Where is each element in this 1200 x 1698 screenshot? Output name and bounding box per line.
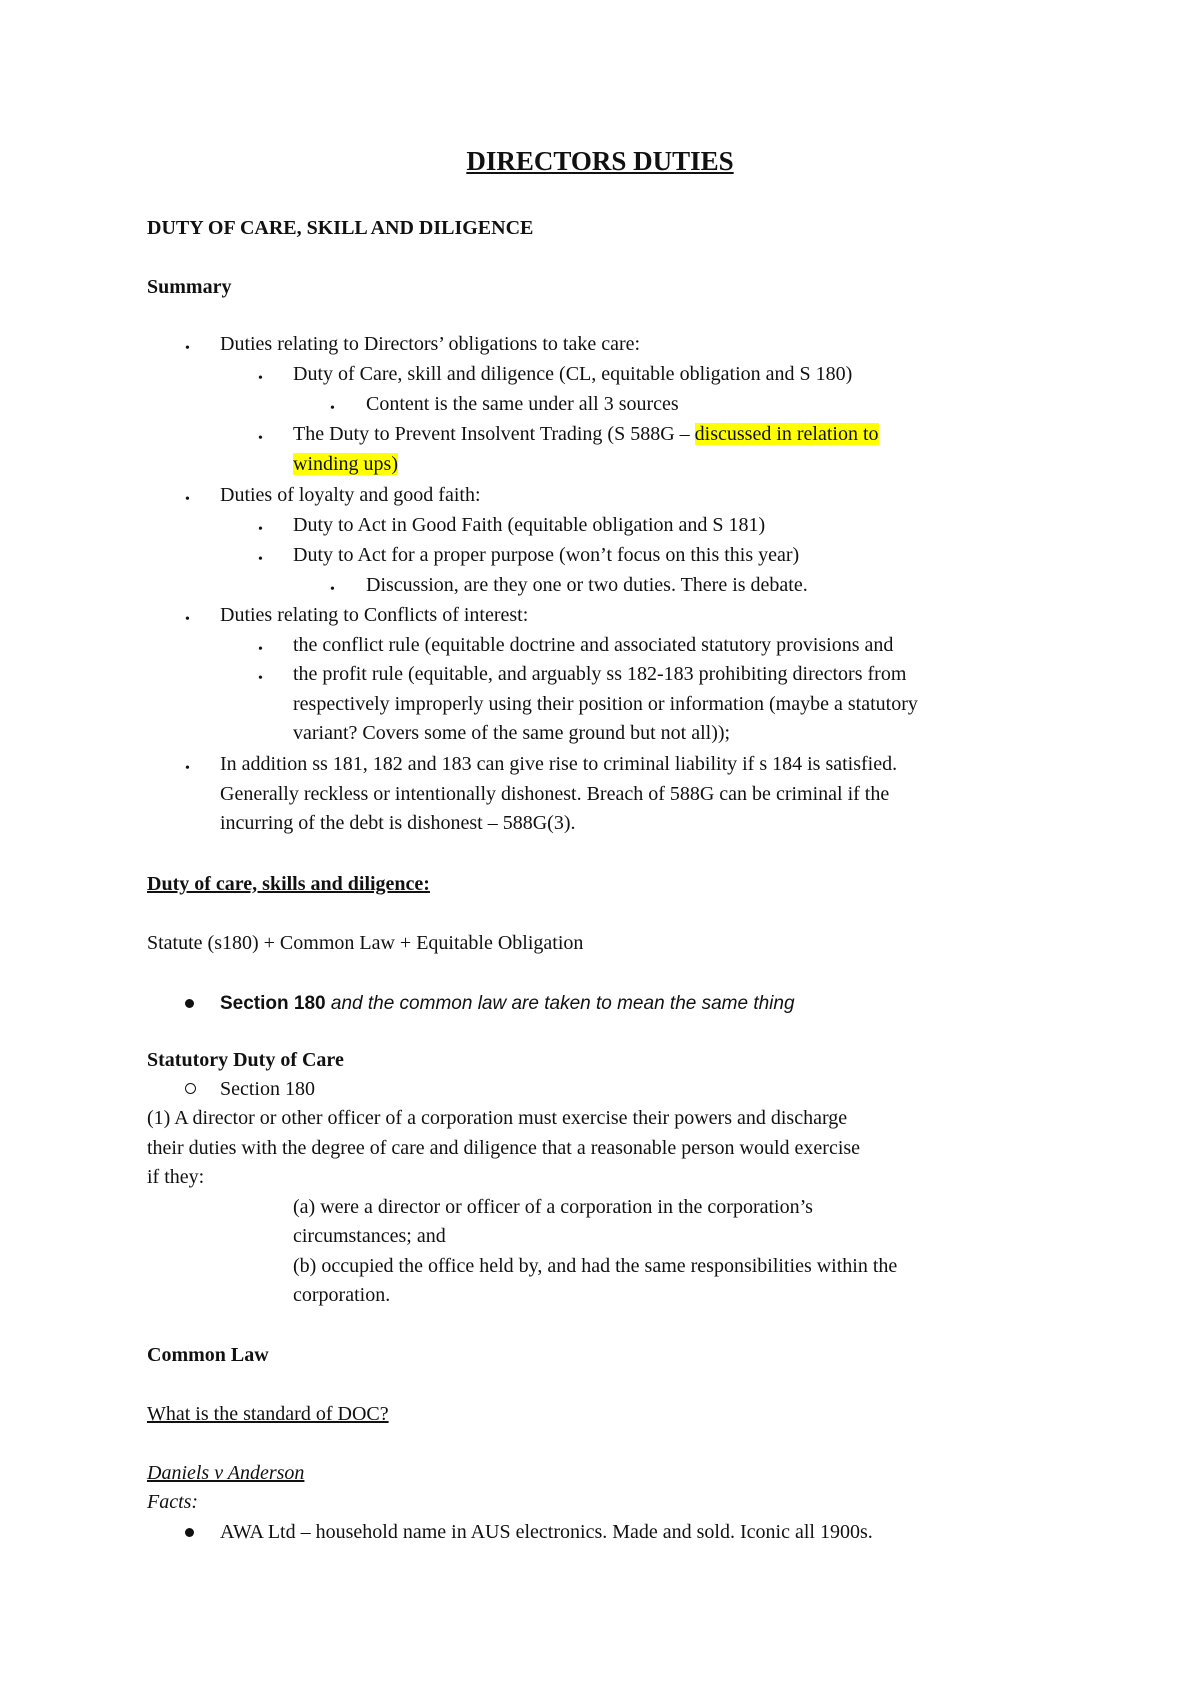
doc-heading: Duty of care, skills and diligence: [147, 873, 430, 895]
statute-text: (1) A director or other officer of a corporation must exercise their powers and discharge [147, 1107, 848, 1129]
standard-question: What is the standard of DOC? [147, 1403, 389, 1425]
bullet-icon: • [258, 642, 263, 657]
bullet-icon: • [185, 761, 190, 776]
statute-line: Statute (s180) + Common Law + Equitable Obligation [147, 932, 584, 954]
list-item [293, 420, 879, 449]
statutory-heading: Statutory Duty of Care [147, 1049, 344, 1071]
list-item: AWA Ltd – household name in AUS electronics. Made and sold. Iconic all 1900s. [220, 1521, 873, 1543]
bullet-icon: • [330, 582, 335, 597]
bullet-icon: • [258, 371, 263, 386]
bullet-icon [185, 999, 194, 1008]
list-item: Discussion, are they one or two duties. There is debate. [366, 574, 808, 596]
bullet-icon: • [258, 552, 263, 567]
s180-bold-text: Section 180 [220, 993, 326, 1014]
bullet-icon: • [258, 522, 263, 537]
bullet-icon: • [330, 401, 335, 416]
list-item-continued: incurring of the debt is dishonest – 588G(3). [220, 812, 576, 834]
statute-subclause: (b) occupied the office held by, and had the same responsibilities within the [293, 1255, 898, 1277]
bullet-icon: • [185, 492, 190, 507]
circle-bullet-icon [185, 1083, 196, 1094]
list-item: Content is the same under all 3 sources [366, 393, 679, 415]
statute-subclause: (a) were a director or officer of a corporation in the corporation’s [293, 1196, 813, 1218]
list-item: the conflict rule (equitable doctrine and associated statutory provisions and [293, 634, 894, 656]
list-item-continued [293, 450, 398, 479]
section-heading: DUTY OF CARE, SKILL AND DILIGENCE [147, 217, 534, 239]
document-title: DIRECTORS DUTIES [466, 146, 734, 176]
statute-subclause: corporation. [293, 1284, 391, 1306]
list-item: Duties relating to Conflicts of interest: [220, 604, 529, 626]
facts-label: Facts: [147, 1491, 199, 1513]
list-item-text: The Duty to Prevent Insolvent Trading (S 588G – [293, 423, 695, 445]
common-law-heading: Common Law [147, 1344, 269, 1366]
s180-note [220, 989, 795, 1018]
bullet-icon: • [258, 671, 263, 686]
list-item: Duties of loyalty and good faith: [220, 484, 481, 506]
bullet-icon: • [185, 612, 190, 627]
list-item-continued: variant? Covers some of the same ground but not all)); [293, 722, 731, 744]
s180-italic-text: and the common law are taken to mean the same thing [325, 993, 795, 1014]
list-item: Duty to Act for a proper purpose (won’t focus on this this year) [293, 544, 800, 566]
statute-text: if they: [147, 1166, 205, 1188]
statute-subclause: circumstances; and [293, 1225, 446, 1247]
list-item: Duty of Care, skill and diligence (CL, equitable obligation and S 180) [293, 363, 853, 385]
case-name: Daniels v Anderson [147, 1462, 305, 1484]
bullet-icon [185, 1528, 194, 1537]
list-item: In addition ss 181, 182 and 183 can give rise to criminal liability if s 184 is satisfied. [220, 753, 898, 775]
list-item: the profit rule (equitable, and arguably ss 182-183 prohibiting directors from [293, 663, 907, 685]
bullet-icon: • [258, 431, 263, 446]
list-item-continued: Generally reckless or intentionally dishonest. Breach of 588G can be criminal if the [220, 783, 890, 805]
section-label: Section 180 [220, 1078, 315, 1100]
list-item-continued: respectively improperly using their position or information (maybe a statutory [293, 693, 918, 715]
list-item: Duty to Act in Good Faith (equitable obligation and S 181) [293, 514, 766, 536]
highlighted-text: winding ups) [293, 453, 398, 475]
bullet-icon: • [185, 341, 190, 356]
highlighted-text: discussed in relation to [694, 423, 879, 445]
summary-heading: Summary [147, 276, 232, 298]
statute-text: their duties with the degree of care and diligence that a reasonable person would exercise [147, 1137, 861, 1159]
list-item: Duties relating to Directors’ obligations to take care: [220, 333, 641, 355]
